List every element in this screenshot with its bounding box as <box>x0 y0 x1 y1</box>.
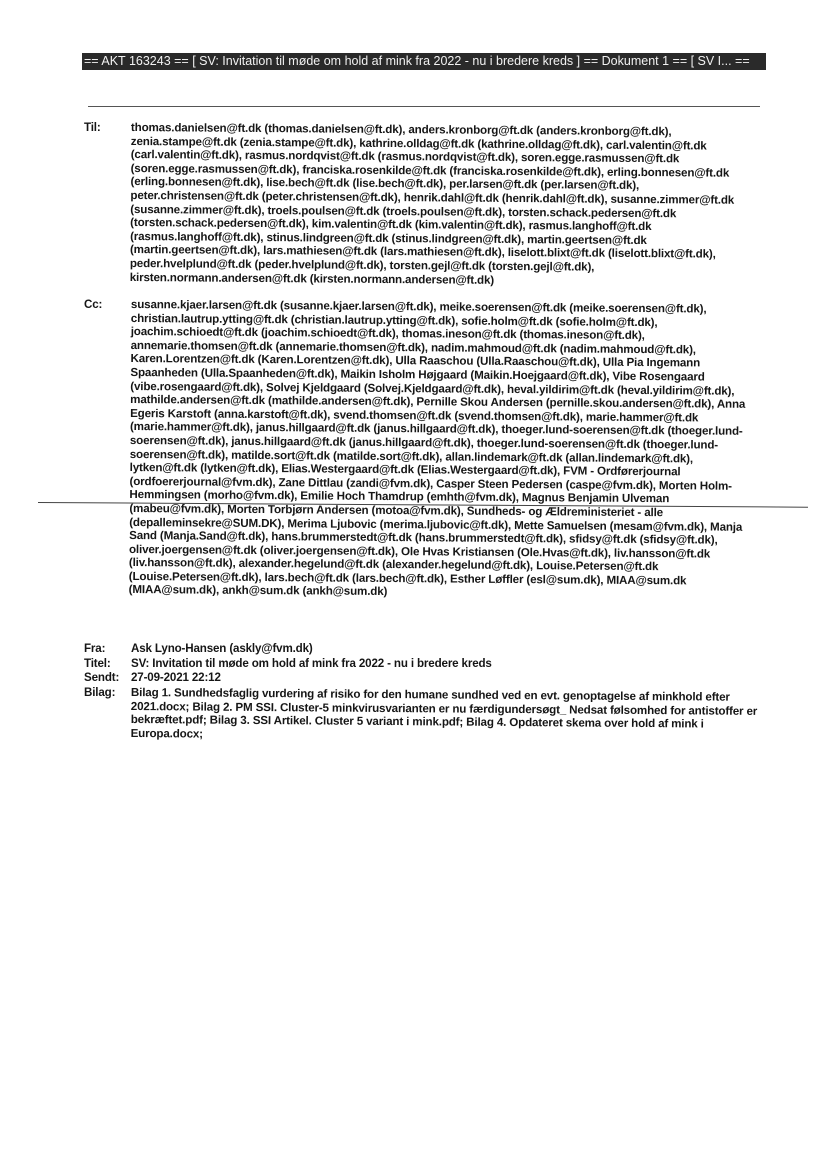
from-field <box>84 642 764 656</box>
from-label: Fra: <box>84 642 106 655</box>
attachments-field <box>84 686 764 740</box>
to-label: Til: <box>84 121 101 134</box>
to-recipients: thomas.danielsen@ft.dk (thomas.danielsen@ft.dk), anders.kronborg@ft.dk (anders.kronborg@ft.dk), zenia.stampe@ft.dk (zenia.stampe@ft.dk), kathrine.olldag@ft.dk (kathrine.olldag@ft.dk), carl.valentin@ft.dk (carl.valentin@ft.dk), rasmus.nordqvist@ft.dk (rasmus.nordqvist@ft.dk), soren.egge.rasmussen@ft.dk (soren.egge.rasmussen@ft.dk), franciska.rosenkilde@ft.dk (franciska.rosenkilde@ft.dk), erling.bonnesen@ft.dk (erling.bonnesen@ft.dk), lise.bech@ft.dk (lise.bech@ft.dk), per.larsen@ft.dk (per.larsen@ft.dk), peter.christensen@ft.dk (peter.christensen@ft.dk), henrik.dahl@ft.dk (henrik.dahl@ft.dk), susanne.zimmer@ft.dk (susanne.zimmer@ft.dk), troels.poulsen@ft.dk (troels.poulsen@ft.dk), torsten.schack.pedersen@ft.dk (torsten.schack.pedersen@ft.dk), kim.valentin@ft.dk (kim.valentin@ft.dk), rasmus.langhoff@ft.dk (rasmus.langhoff@ft.dk), stinus.lindgreen@ft.dk (stinus.lindgreen@ft.dk), martin.geertsen@ft.dk (martin.geertsen@ft.dk), lars.mathiesen@ft.dk (lars.mathiesen@ft.dk), liselott.blixt@ft.dk (liselott.blixt@ft.dk), peder.hvelplund@ft.dk (peder.hvelplund@ft.dk), torsten.gejl@ft.dk (torsten.gejl@ft.dk), kirsten.normann.andersen@ft.dk (kirsten.normann.andersen@ft.dk) <box>129 121 735 287</box>
sent-field <box>84 671 764 685</box>
from-value: Ask Lyno-Hansen (askly@fvm.dk) <box>131 642 313 655</box>
cc-field <box>84 298 764 597</box>
cc-recipients: susanne.kjaer.larsen@ft.dk (susanne.kjaer.larsen@ft.dk), meike.soerensen@ft.dk (meike.soerensen@ft.dk), christian.lautrup.ytting@ft.dk (christian.lautrup.ytting@ft.dk), sofie.holm@ft.dk (sofie.holm@ft.dk), joachim.schioedt@ft.dk (joachim.schioedt@ft.dk), thomas.ineson@ft.dk (thomas.ineson@ft.dk), annemarie.thomsen@ft.dk (annemarie.thomsen@ft.dk), nadim.mahmoud@ft.dk (nadim.mahmoud@ft.dk), Karen.Lorentzen@ft.dk (Karen.Lorentzen@ft.dk), Ulla Raaschou (Ulla.Raaschou@ft.dk), Ulla Pia Ingemann Spaanheden (Ulla.Spaanheden@ft.dk), Maikin Isholm Højgaard (Maikin.Hoejgaard@ft.dk), Vibe Rosengaard (vibe.rosengaard@ft.dk), Solvej Kjeldgaard (Solvej.Kjeldgaard@ft.dk), heval.yildirim@ft.dk (heval.yildirim@ft.dk), mathilde.andersen@ft.dk (mathilde.andersen@ft.dk), Pernille Skou Andersen (pernille.skou.andersen@ft.dk), Anna Egeris Karstoft (anna.karstoft@ft.dk), svend.thomsen@ft.dk (svend.thomsen@ft.dk), marie.hammer@ft.dk (marie.hammer@ft.dk), janus.hillgaard@ft.dk (janus.hillgaard@ft.dk), thoeger.lund-soerensen@ft.dk (thoeger.lund-soerensen@ft.dk), janus.hillgaard@ft.dk (janus.hillgaard@ft.dk), thoeger.lund-soerensen@ft.dk (thoeger.lund-soerensen@ft.dk), matilde.sort@ft.dk (matilde.sort@ft.dk), allan.lindemark@ft.dk (allan.lindemark@ft.dk), lytken@ft.dk (lytken@ft.dk), Elias.Westergaard@ft.dk (Elias.Westergaard@ft.dk), FVM - Ordførerjournal (ordfoererjournal@fvm.dk), Zane Dittlau (zandi@fvm.dk), Casper Steen Pedersen (caspe@fvm.dk), Morten Holm-Hemmingsen (morho@fvm.dk), Emilie Hoch Thamdrup (emhth@fvm.dk), Magnus Benjamin Ulveman (mabeu@fvm.dk), Morten Torbjørn Andersen (motoa@fvm.dk), Sundheds- og Ældreministeriet - alle (depalleminsekre@SUM.DK), Merima Ljubovic (merima.ljubovic@ft.dk), Mette Samuelsen (mesam@fvm.dk), Manja Sand (Manja.Sand@ft.dk), hans.brummerstedt@ft.dk (hans.brummerstedt@ft.dk), sfidsy@ft.dk (sfidsy@ft.dk), oliver.joergensen@ft.dk (oliver.joergensen@ft.dk), Ole Hvas Kristiansen (Ole.Hvas@ft.dk), liv.hansson@ft.dk (liv.hansson@ft.dk), alexander.hegelund@ft.dk (alexander.hegelund@ft.dk), Louise.Petersen@ft.dk (Louise.Petersen@ft.dk), lars.bech@ft.dk (lars.bech@ft.dk), Esther Løffler (esl@sum.dk), MIAA@sum.dk (MIAA@sum.dk), ankh@sum.dk (ankh@sum.dk) <box>128 298 746 599</box>
cc-label: Cc: <box>84 298 103 311</box>
sent-value: 27-09-2021 22:12 <box>131 671 221 684</box>
document-header-bar: == AKT 163243 == [ SV: Invitation til møde om hold af mink fra 2022 - nu i bredere kreds ] == Dokument 1 == [ SV I... == <box>82 53 766 70</box>
title-value: SV: Invitation til møde om hold af mink fra 2022 - nu i bredere kreds <box>131 657 492 670</box>
attachments-label: Bilag: <box>84 686 116 699</box>
header-divider <box>88 106 760 107</box>
to-field <box>84 121 764 287</box>
sent-label: Sendt: <box>84 671 120 684</box>
title-label: Titel: <box>84 657 111 670</box>
attachments-value: Bilag 1. Sundhedsfaglig vurdering af risiko for den humane sundhed ved en evt. genoptagelse af minkhold efter 2021.docx; Bilag 2. PM SSI. Cluster-5 minkvirusvarianten er nu færdigundersøgt_ Nedsat følsomhed for antistoffer er bekræftet.pdf; Bilag 3. SSI Artikel. Cluster 5 variant i mink.pdf; Bilag 4. Opdateret skema over hold af mink i Europa.docx; <box>130 686 758 741</box>
title-field <box>84 657 764 671</box>
